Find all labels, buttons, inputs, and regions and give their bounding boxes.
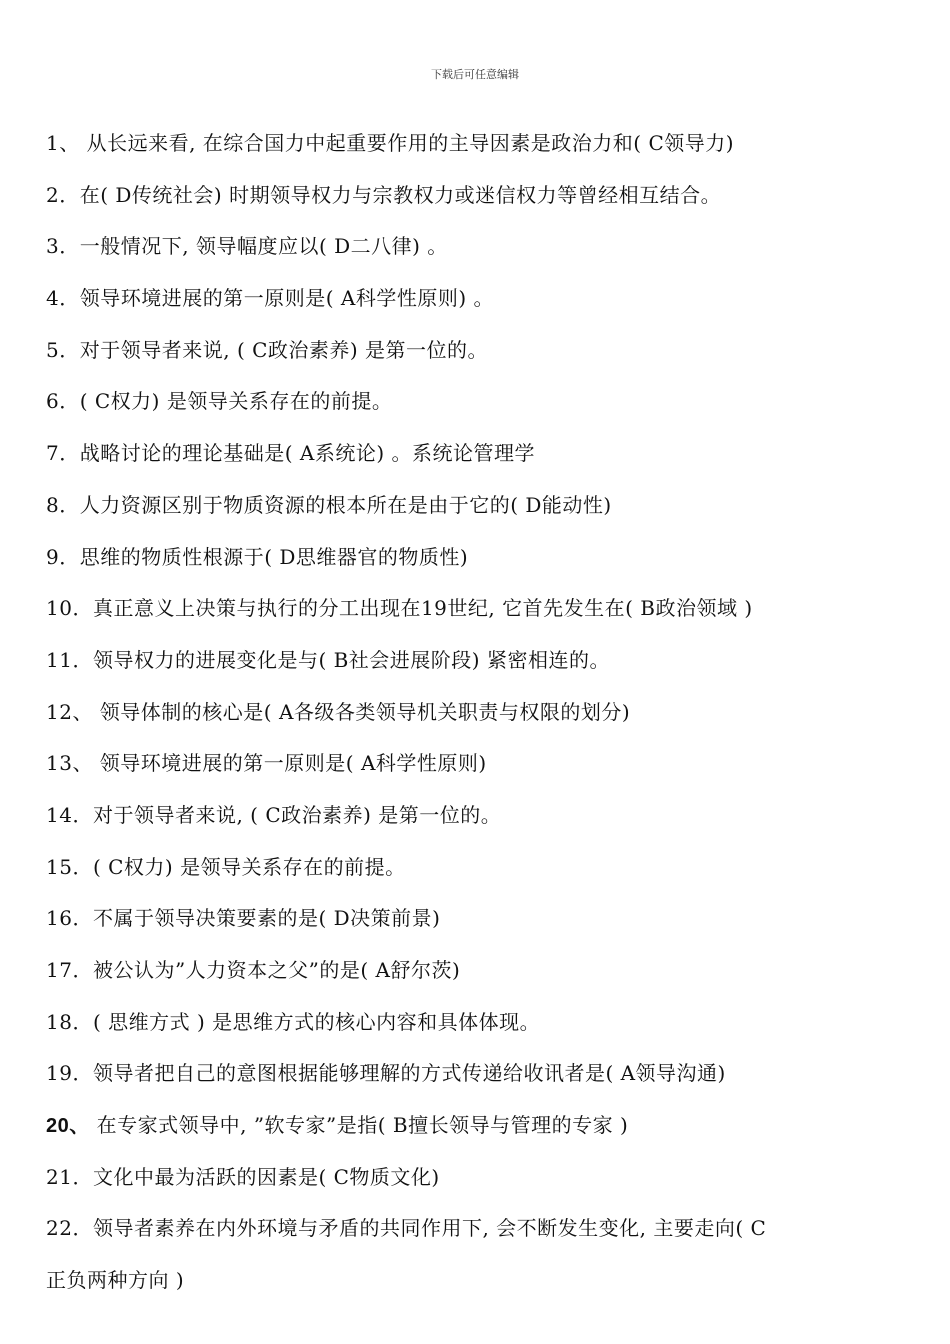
list-item: 12、 领导体制的核心是( A各级各类领导机关职责与权限的划分) <box>46 699 631 724</box>
list-item: 11．领导权力的进展变化是与( B社会进展阶段) 紧密相连的。 <box>46 647 610 672</box>
list-item: 4．领导环境进展的第一原则是( A科学性原则) 。 <box>46 286 494 311</box>
list-item: 9．思维的物质性根源于( D思维器官的物质性) <box>46 544 469 569</box>
list-item <box>46 1112 916 1138</box>
item-number: 20、 <box>46 1115 90 1138</box>
item-text-line1: 22．领导者素养在内外环境与矛盾的共同作用下, 会不断发生变化, 主要走向( C <box>46 1216 767 1241</box>
list-item: 6．( C权力) 是领导关系存在的前提。 <box>46 389 393 414</box>
list-item: 13、 领导环境进展的第一原则是( A科学性原则) <box>46 751 487 776</box>
question-list <box>46 130 916 1319</box>
item-text: 在专家式领导中, ”软专家”是指( B擅长领导与管理的专家 ) <box>89 1113 629 1138</box>
list-item: 1、 从长远来看, 在综合国力中起重要作用的主导因素是政治力和( C领导力) <box>46 131 735 155</box>
list-item: 19．领导者把自己的意图根据能够理解的方式传递给收讯者是( A领导沟通) <box>46 1061 726 1086</box>
list-item: 2．在( D传统社会) 时期领导权力与宗教权力或迷信权力等曾经相互结合。 <box>46 182 722 207</box>
list-item: 16．不属于领导决策要素的是( D决策前景) <box>46 906 441 931</box>
list-item: 8．人力资源区别于物质资源的根本所在是由于它的( D能动性) <box>46 492 612 517</box>
list-item: 7．战略讨论的理论基础是( A系统论) 。系统论管理学 <box>46 441 535 466</box>
list-item: 14．对于领导者来说, ( C政治素养) 是第一位的。 <box>46 802 502 827</box>
list-item <box>46 1215 916 1293</box>
list-item: 15．( C权力) 是领导关系存在的前提。 <box>46 854 406 879</box>
list-item: 18．( 思维方式 ) 是思维方式的核心内容和具体体现。 <box>46 1009 541 1034</box>
list-item: 10．真正意义上决策与执行的分工出现在19世纪, 它首先发生在( B政治领域 ) <box>46 596 753 621</box>
list-item: 3．一般情况下, 领导幅度应以( D二八律) 。 <box>46 234 448 259</box>
page-header: 下载后可任意编辑 <box>431 68 519 81</box>
list-item: 5．对于领导者来说, ( C政治素养) 是第一位的。 <box>46 337 489 362</box>
list-item: 21．文化中最为活跃的因素是( C物质文化) <box>46 1164 440 1189</box>
item-text-line2: 正负两种方向 ) <box>46 1268 185 1293</box>
list-item: 17．被公认为”人力资本之父”的是( A舒尔茨) <box>46 958 461 982</box>
